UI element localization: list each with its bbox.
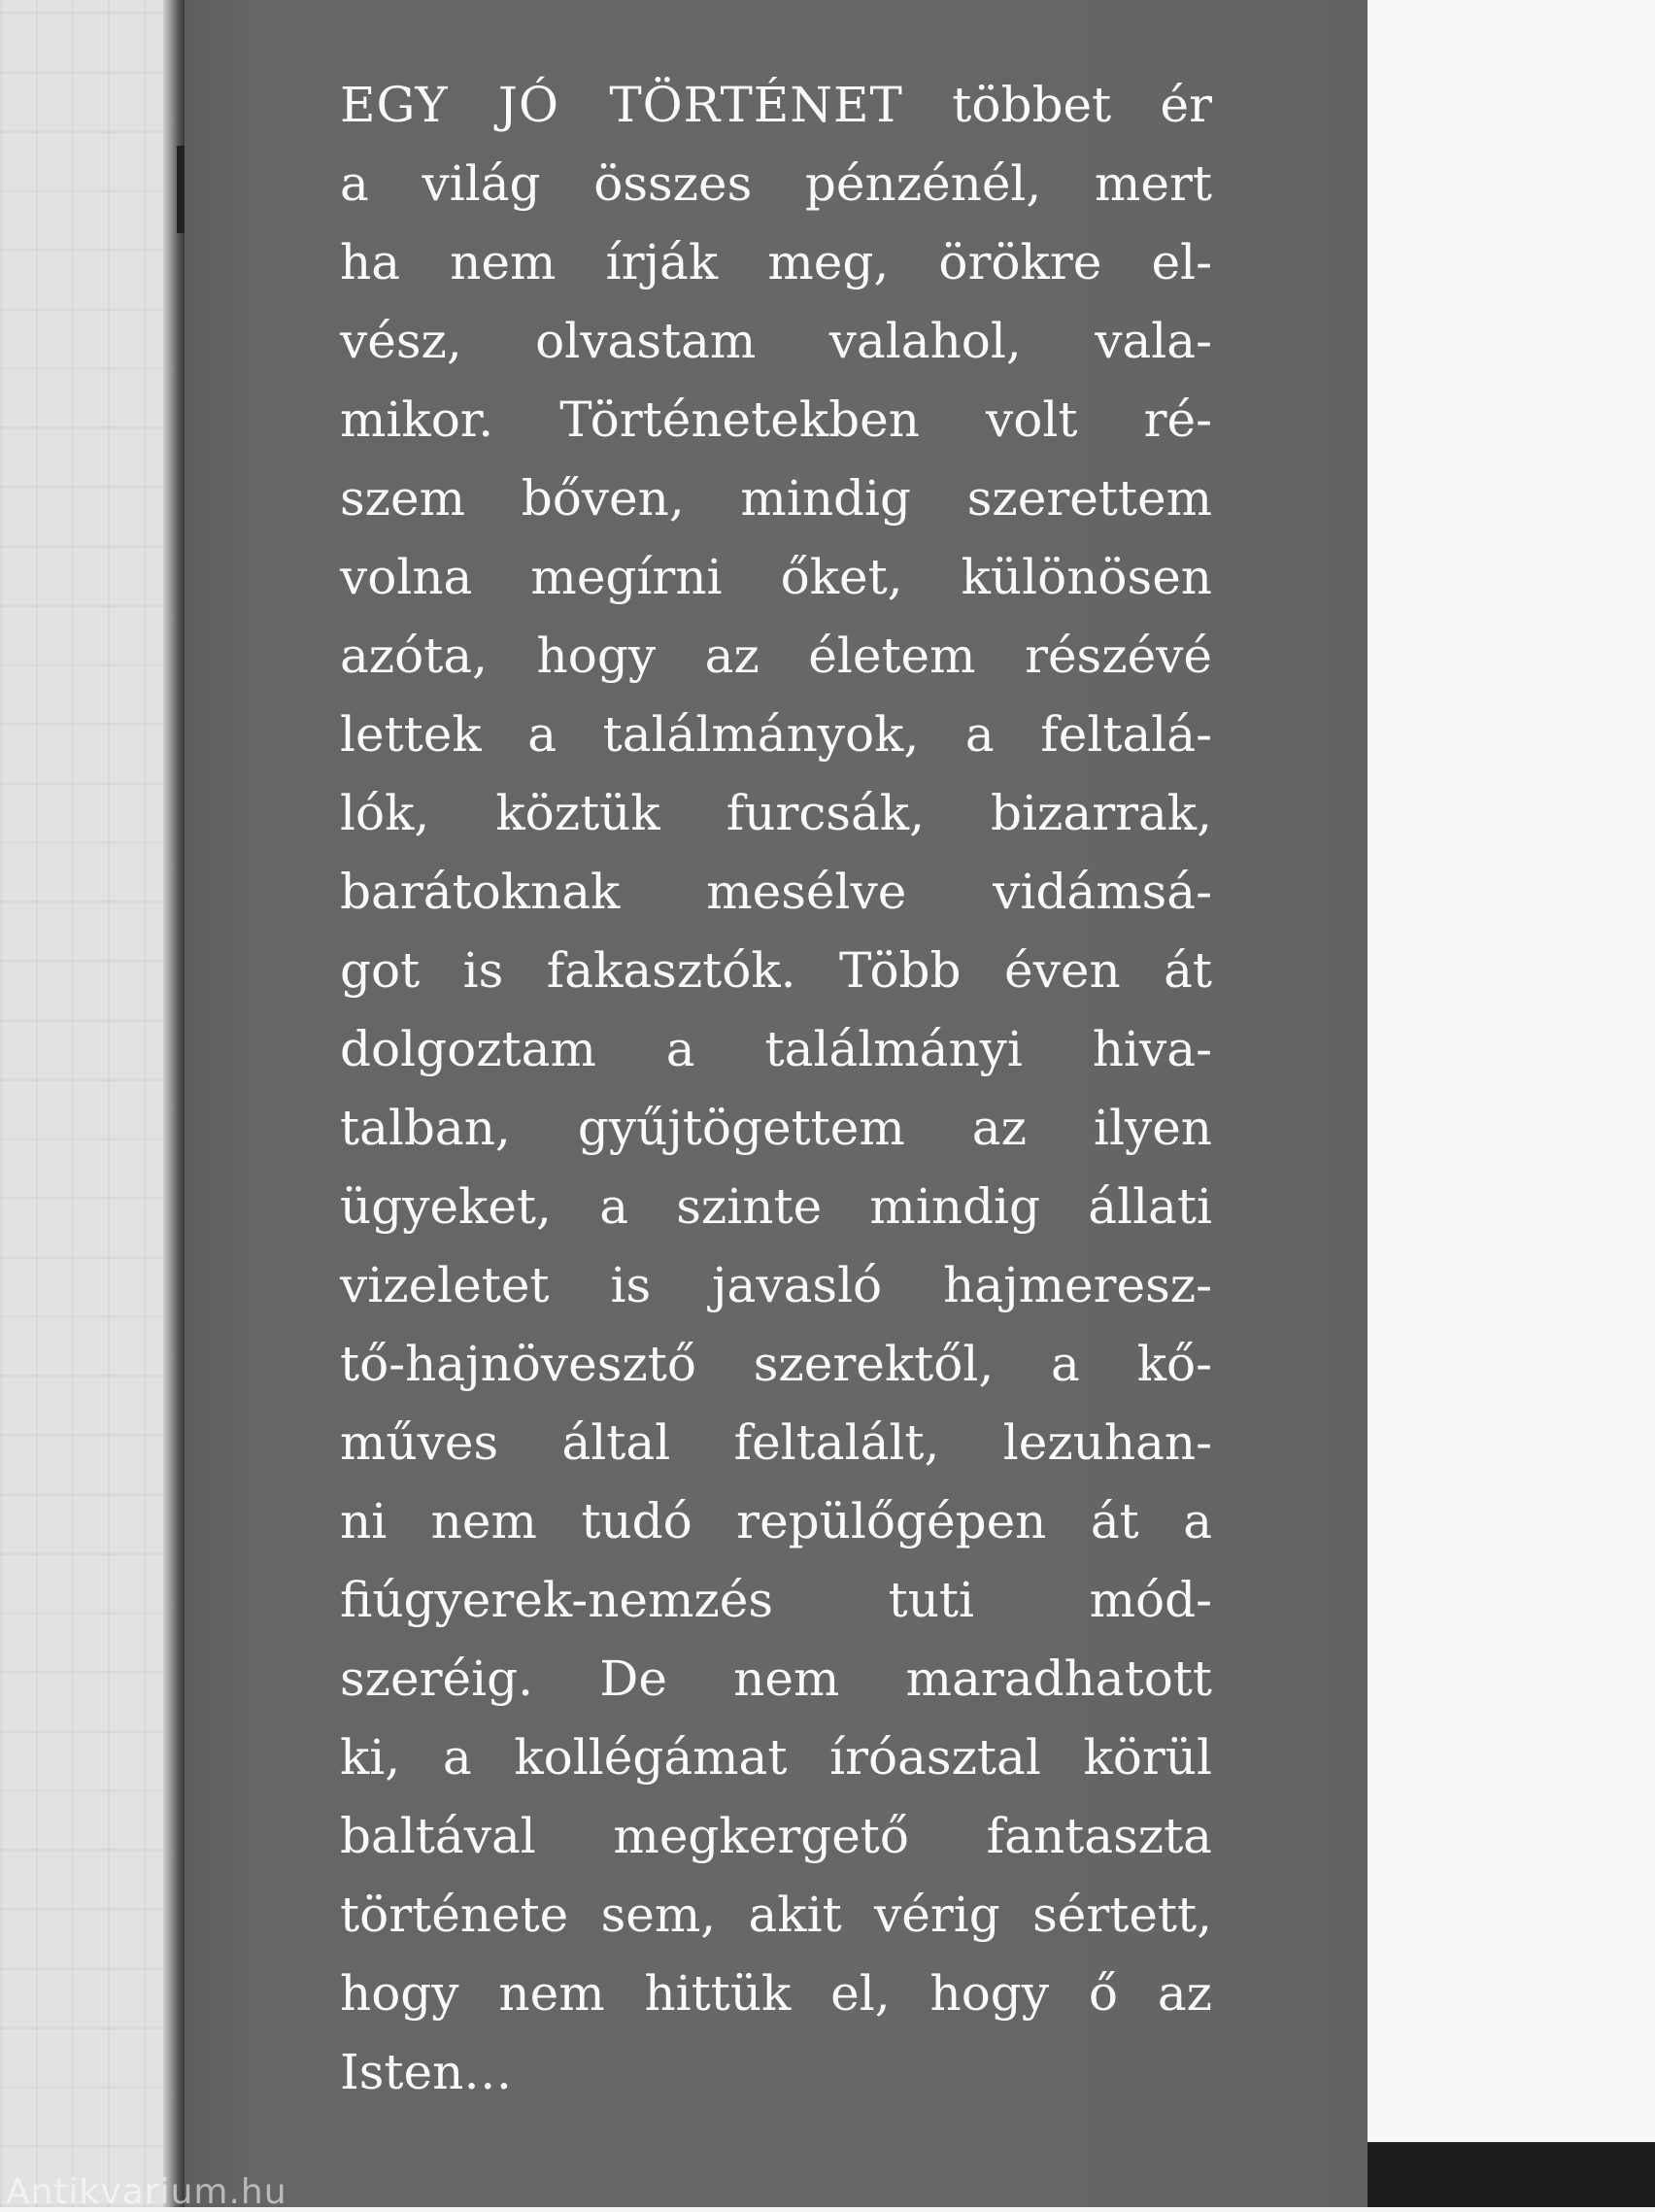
blurb-line-text: többet ér [902,77,1212,133]
blurb-line: Isten… [340,2044,513,2100]
blurb-line: baltával megkergető fantaszta [340,1808,1212,1864]
blurb-line: lók, köztük furcsák, bizarrak, [340,785,1212,841]
blurb-line: ha nem írják meg, örökre el- [340,234,1212,290]
blurb-line: hogy nem hittük el, hogy ő az [340,1965,1212,2022]
book-binding [163,0,185,2207]
blurb-line: dolgoztam a találmányi hiva- [340,1021,1212,1077]
right-page-shadow [1368,2142,1655,2207]
watermark: Antikvarium.hu [6,2172,287,2212]
blurb-line: vizeletet is javasló hajmeresz- [340,1257,1212,1313]
blurb-line: azóta, hogy az életem részévé [340,628,1212,684]
blurb-line: volna megírni őket, különösen [340,549,1212,605]
blurb-line: története sem, akit vérig sértett, [340,1887,1212,1943]
blurb-line: vész, olvastam valahol, vala- [340,313,1212,369]
blurb-line: a világ összes pénzénél, mert [340,155,1212,212]
right-page-edge [1368,0,1655,2207]
blurb-line: tő-hajnövesztő szerektől, a kő- [340,1336,1212,1392]
blurb-line [340,66,1212,145]
blurb-line: talban, gyűjtögettem az ilyen [340,1100,1212,1156]
blurb-line: szeréig. De nem maradhatott [340,1650,1212,1707]
blurb-line: ügyeket, a szinte mindig állati [340,1178,1212,1235]
blurb-line: szem bőven, mindig szerettem [340,470,1212,527]
blurb-line: got is fakasztók. Több éven át [340,942,1212,999]
blurb-text [340,66,1212,2112]
blurb-line: mikor. Történetekben volt ré- [340,391,1212,448]
blurb-line: barátoknak mesélve vidámsá- [340,864,1212,920]
blurb-line: lettek a találmányok, a feltalá- [340,706,1212,763]
blurb-line: műves által feltalált, lezuhan- [340,1414,1212,1471]
blurb-lead: EGY JÓ TÖRTÉNET [340,77,903,133]
blurb-line: ki, a kollégámat íróasztal körül [340,1729,1212,1786]
left-page-edge [0,0,175,2207]
blurb-line: ni nem tudó repülőgépen át a [340,1493,1212,1549]
blurb-line: fiúgyerek-nemzés tuti mód- [340,1572,1212,1628]
